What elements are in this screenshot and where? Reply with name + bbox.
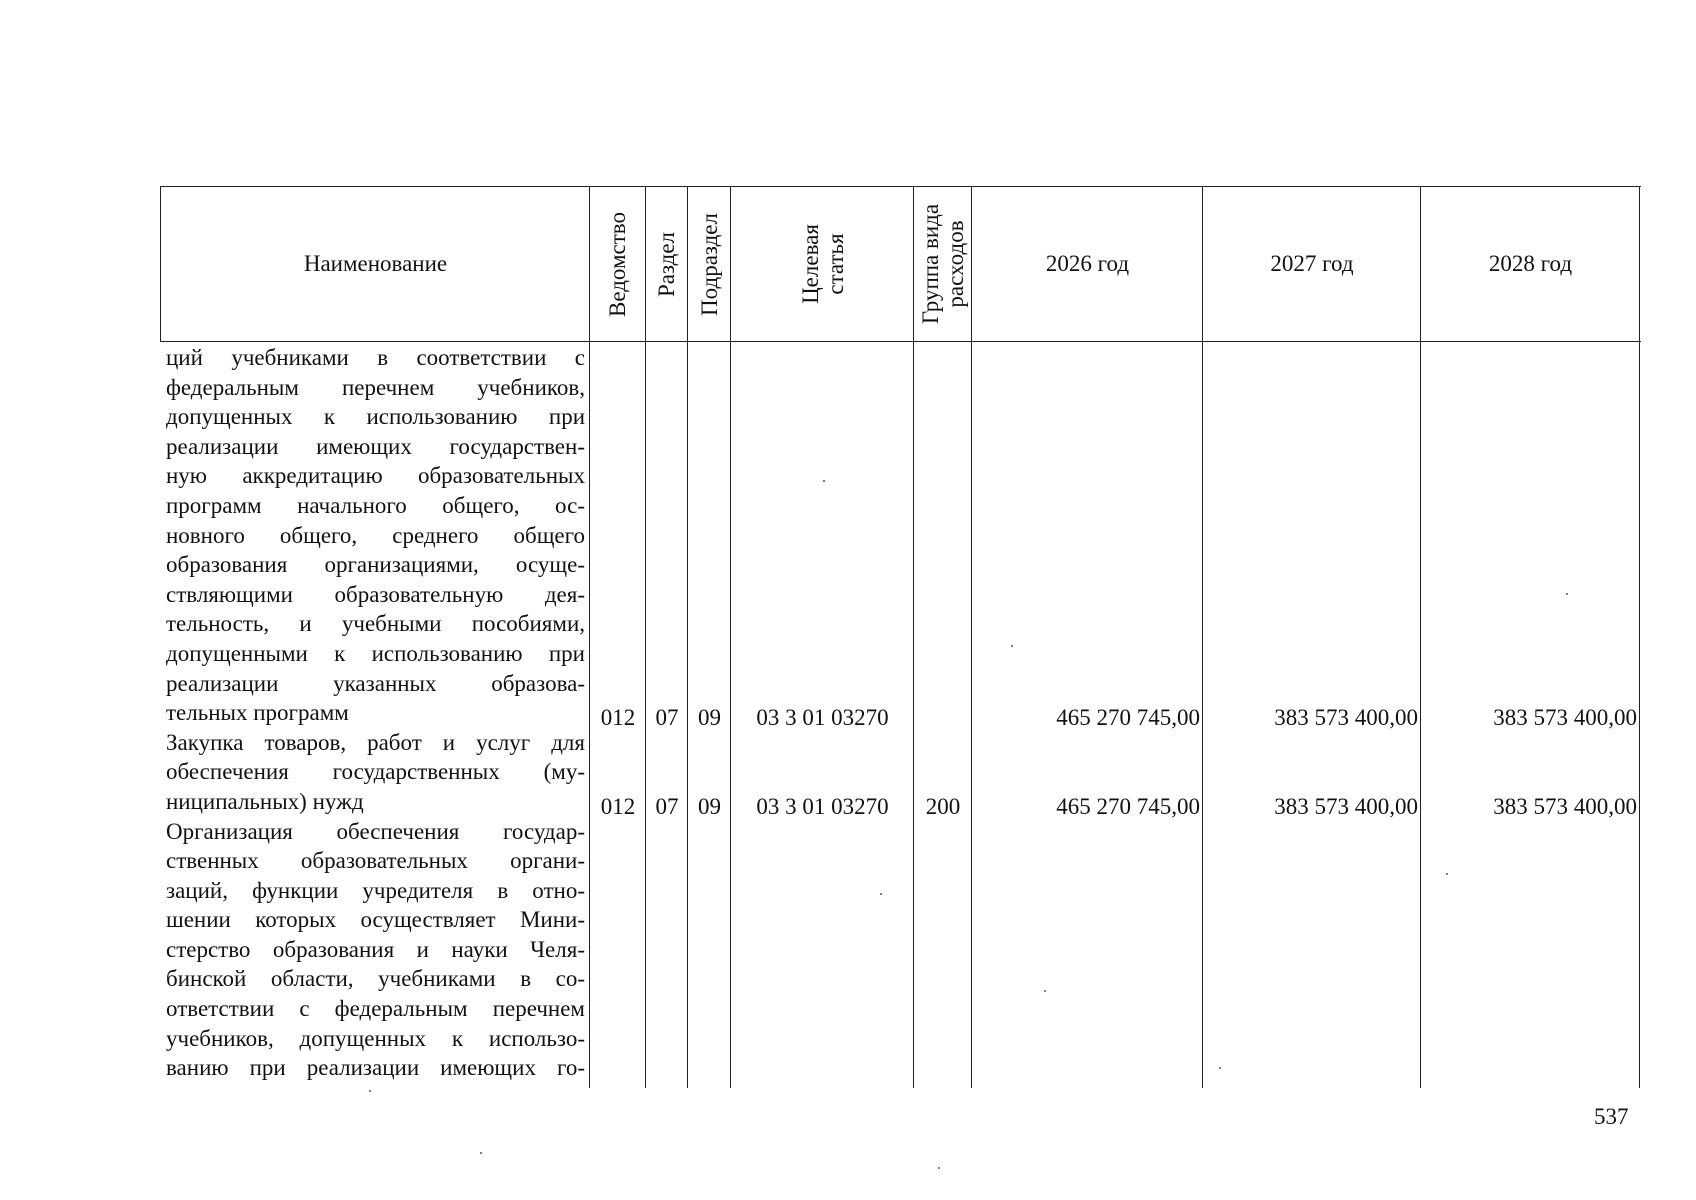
table-left-border — [160, 186, 161, 341]
name-line: ниципальных) нужд — [166, 788, 364, 814]
page-number: 537 — [1594, 1104, 1629, 1129]
scan-speck — [938, 1167, 940, 1169]
header-bottom-border — [160, 341, 1641, 342]
scan-speck — [1044, 990, 1046, 992]
row2-section: 07 — [655, 794, 679, 819]
row2-department: 012 — [600, 794, 636, 819]
scan-speck — [880, 893, 882, 895]
header-name — [162, 188, 589, 340]
header-2028 — [1422, 188, 1639, 340]
header-section — [647, 188, 687, 340]
scan-speck — [1566, 593, 1568, 595]
row2-subsection: 09 — [698, 794, 721, 819]
row2-target-article: 03 3 01 03270 — [756, 794, 889, 819]
row1-department: 012 — [600, 705, 636, 730]
row1-target-article: 03 3 01 03270 — [756, 705, 889, 730]
header-2028-text: 2028 год — [1488, 251, 1573, 276]
name-line: программ начального общего, ос- — [166, 492, 585, 518]
row1-2028: 383 573 400,00 — [1493, 705, 1637, 730]
name-line: допущенными к использованию при — [166, 640, 585, 666]
header-subsection-text: Подраздел — [697, 212, 723, 316]
header-department — [591, 188, 645, 340]
header-target-article — [732, 188, 913, 340]
col-divider-section — [687, 186, 688, 1088]
name-line: ную аккредитацию образовательных — [166, 463, 585, 489]
col-divider-subsection — [730, 186, 731, 1088]
col-divider-expense-group — [971, 186, 972, 1088]
header-2026-text: 2026 год — [1045, 251, 1130, 276]
table-top-border — [160, 186, 1641, 187]
row1-2026: 465 270 745,00 — [1056, 705, 1200, 730]
name-line: тельных программ — [166, 700, 349, 726]
header-subsection — [689, 188, 730, 340]
name-line: допущенных к использованию при — [166, 404, 585, 430]
table-right-border — [1639, 186, 1640, 1088]
header-2026 — [973, 188, 1202, 340]
name-column-text — [166, 343, 585, 1083]
scan-speck — [1446, 873, 1448, 875]
name-line: ванию при реализации имеющих го- — [166, 1055, 585, 1081]
name-line: заций, функции учредителя в отно- — [166, 877, 585, 903]
header-expense-group-line1: Группа вида — [918, 203, 944, 325]
name-line: тельность, и учебными пособиями, — [166, 611, 585, 637]
row1-section: 07 — [655, 705, 679, 730]
row1-2027: 383 573 400,00 — [1274, 705, 1418, 730]
header-expense-group-line2: расходов — [943, 220, 969, 308]
name-line: федеральным перечнем учебников, — [166, 374, 585, 400]
row1-subsection: 09 — [698, 705, 721, 730]
row2-expense-group: 200 — [925, 794, 961, 819]
header-2027-text: 2027 год — [1270, 251, 1354, 276]
row2-2027: 383 573 400,00 — [1274, 794, 1418, 819]
name-line: образования организациями, осуще- — [166, 552, 585, 578]
name-line: учебников, допущенных к использо- — [166, 1025, 585, 1051]
header-department-text: Ведомство — [605, 211, 631, 317]
name-line: обеспечения государственных (му- — [166, 759, 585, 785]
name-line: ственных образовательных органи- — [166, 848, 585, 874]
header-2027 — [1204, 188, 1420, 340]
name-line: ответствии с федеральным перечнем — [166, 996, 585, 1022]
name-line: реализации указанных образова- — [166, 670, 585, 696]
name-line: Организация обеспечения государ- — [166, 818, 585, 844]
name-line: Закупка товаров, работ и услуг для — [166, 729, 585, 755]
header-expense-group — [915, 188, 971, 340]
scan-speck — [369, 1090, 371, 1092]
header-target-article-line1: Целевая — [797, 224, 823, 304]
header-name-text: Наименование — [303, 251, 448, 276]
name-line: ствляющими образовательную дея- — [166, 581, 585, 607]
name-line: новного общего, среднего общего — [166, 522, 585, 548]
name-line: бинской области, учебниками в со- — [166, 966, 585, 992]
name-line: реализации имеющих государствен- — [166, 433, 585, 459]
header-section-text: Раздел — [654, 231, 680, 297]
col-divider-2027 — [1420, 186, 1421, 1088]
row2-2028: 383 573 400,00 — [1493, 794, 1637, 819]
col-divider-target-article — [913, 186, 914, 1088]
col-divider-2026 — [1202, 186, 1203, 1088]
header-target-article-text — [797, 224, 847, 304]
header-expense-group-text — [918, 204, 968, 324]
scan-speck — [823, 480, 825, 482]
row2-2026: 465 270 745,00 — [1056, 794, 1200, 819]
col-divider-name — [589, 186, 590, 1088]
scan-speck — [1011, 645, 1013, 647]
name-line: стерство образования и науки Челя- — [166, 936, 585, 962]
col-divider-department — [645, 186, 646, 1088]
scan-speck — [480, 1152, 482, 1154]
name-line: ций учебниками в соответствии с — [166, 345, 585, 370]
scan-speck — [1219, 1067, 1221, 1069]
name-line: шении которых осуществляет Мини- — [166, 907, 585, 933]
header-target-article-line2: статья — [822, 233, 848, 295]
